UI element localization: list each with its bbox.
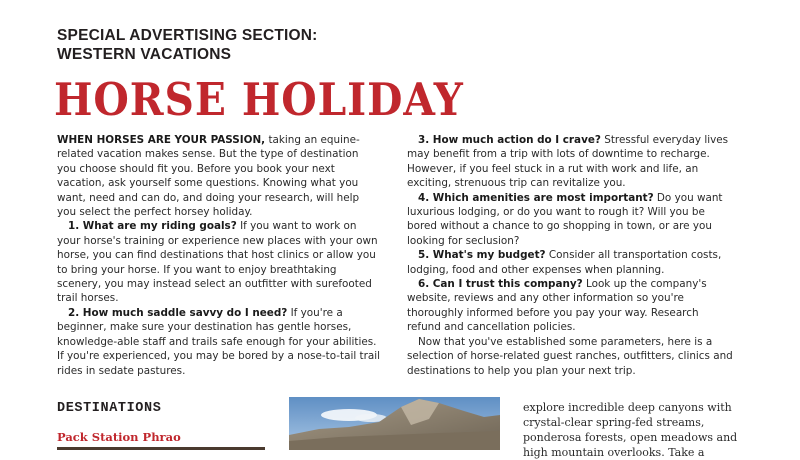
intro-lead: WHEN HORSES ARE YOUR PASSION, xyxy=(57,134,266,146)
section-label-line1: SPECIAL ADVERTISING SECTION: xyxy=(57,27,318,44)
question-4-text: Do you want luxurious lodging, or do you want to rough it? Will you be bored without a chance to go shopping in town, or are you looking for seclusion? xyxy=(407,191,723,247)
section-label-line2: WESTERN VACATIONS xyxy=(57,46,232,63)
question-5-title: 5. What's my budget? xyxy=(418,249,546,262)
intro-paragraph xyxy=(57,133,380,219)
mountain-photo xyxy=(289,397,500,450)
intro-text: taking an equine-related vacation makes sense. But the type of destination you choose should fit you. Before you book your next vacation, ask yourself some questions. Knowing what you want, need and can do, and doing your research, will help you select the perfect horsey holiday. xyxy=(57,134,360,219)
destination-photo-edge xyxy=(57,447,265,450)
destination-name: Pack Station Phrao xyxy=(57,430,181,444)
destinations-heading: DESTINATIONS xyxy=(57,401,162,416)
question-2 xyxy=(57,306,380,378)
question-3-title: 3. How much action do I crave? xyxy=(418,134,601,146)
question-1-text: If you want to work on your horse's training or experience new places with your own horse, you can find destinations that host clinics or allow you to bring your horse. If you want to enjoy breathtaking scenery, you may instead select an outfitter with surefooted trail horses. xyxy=(57,220,378,305)
destination-description: explore incredible deep canyons with crystal-clear spring-fed streams, ponderosa forests, open meadows and high mountain overlooks. Take a xyxy=(523,401,738,459)
headline: HORSE HOLIDAY xyxy=(54,73,464,126)
question-6-text: Look up the company's website, reviews and any other information so you're thoroughly informed before you pay your way. Research refund and cancellation policies. xyxy=(407,278,707,334)
mountain-photo-graphic xyxy=(289,397,500,450)
question-5-text: Consider all transportation costs, lodging, food and other expenses when planning. xyxy=(407,249,722,276)
question-2-text: If you're a beginner, make sure your destination has gentle horses, knowledge-able staff and trails safe enough for your abilities. If you're experienced, you may be bored by a nose-to-tail trail rides in sedate pastures. xyxy=(57,306,381,377)
section-label xyxy=(57,26,318,64)
question-4 xyxy=(407,191,733,249)
question-3 xyxy=(407,133,733,191)
question-6 xyxy=(407,277,733,335)
question-5 xyxy=(407,248,733,277)
question-2-title: 2. How much saddle savvy do I need? xyxy=(68,306,288,319)
question-6-title: 6. Can I trust this company? xyxy=(418,278,583,291)
question-4-title: 4. Which amenities are most important? xyxy=(418,191,654,204)
question-1-title: 1. What are my riding goals? xyxy=(68,220,237,233)
question-1 xyxy=(57,219,380,305)
closing-paragraph: Now that you've established some parameters, here is a selection of horse-related guest ranches, outfitters, clinics and destinations to help you plan your next trip. xyxy=(407,335,733,377)
article-column-right xyxy=(407,133,733,378)
article-column-left xyxy=(57,133,380,378)
question-3-text: Stressful everyday lives may benefit from a trip with lots of downtime to recharge. However, if you feel stuck in a rut with work and life, an exciting, strenuous trip can revitalize you. xyxy=(407,134,729,190)
